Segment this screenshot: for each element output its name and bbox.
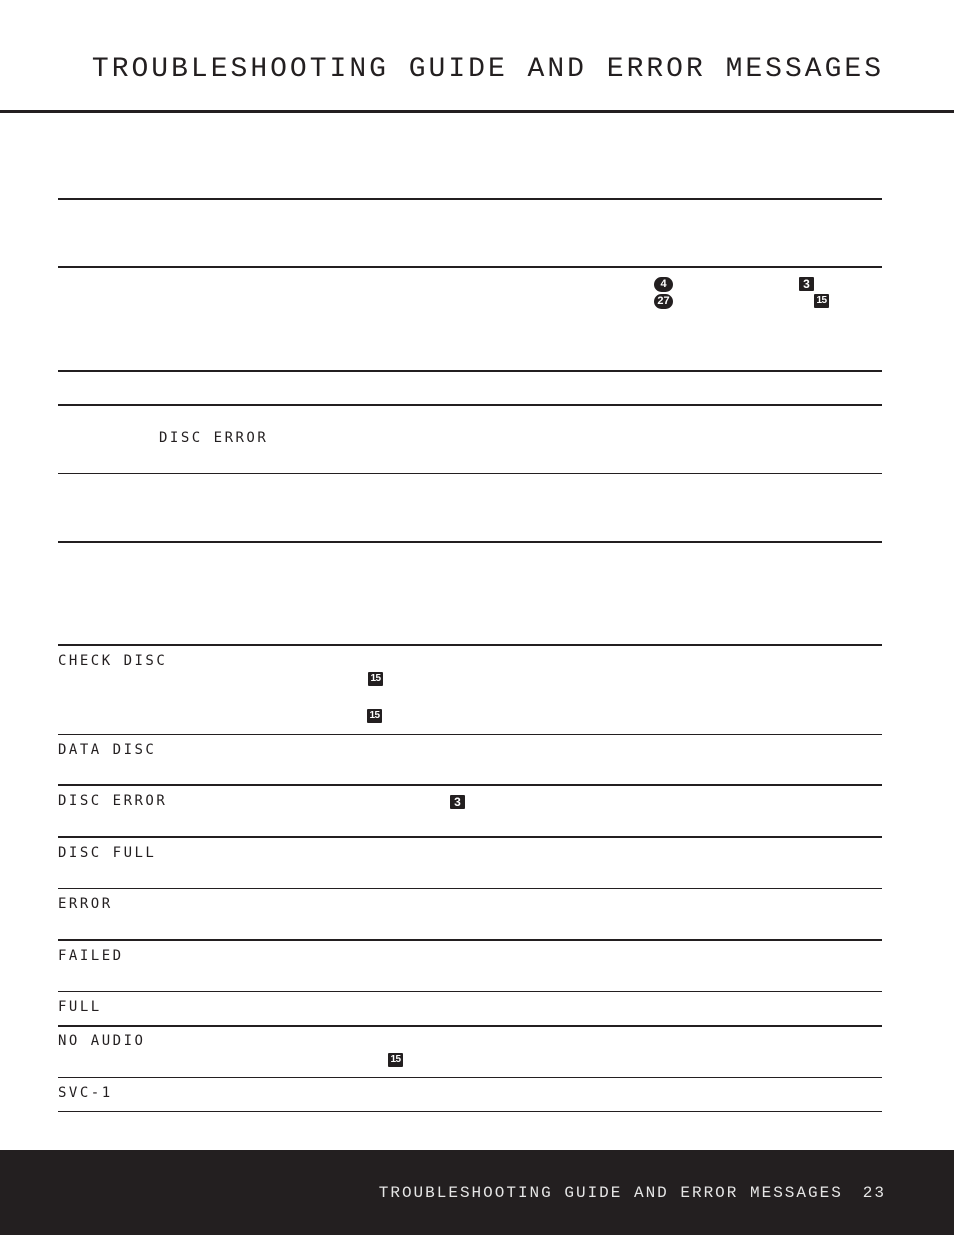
- table-rule: [58, 784, 882, 786]
- table-rule: [58, 1111, 882, 1112]
- remote-button-3-icon: 3: [450, 795, 465, 809]
- remote-button-15-icon: 15: [388, 1053, 403, 1067]
- table-rule: [58, 939, 882, 941]
- page-title: TROUBLESHOOTING GUIDE AND ERROR MESSAGES: [91, 54, 884, 85]
- footer-text: [379, 1184, 886, 1202]
- error-message-label: DATA DISC: [58, 742, 157, 758]
- error-message-label: NO AUDIO: [58, 1033, 146, 1049]
- table-rule: [58, 198, 882, 200]
- error-message-label: DISC ERROR: [58, 793, 168, 809]
- remote-button-15-icon: 15: [368, 672, 383, 686]
- error-message-label: CHECK DISC: [58, 653, 168, 669]
- control-number-4-icon: 4: [654, 277, 673, 292]
- table-rule: [58, 473, 882, 474]
- remote-button-15-icon: 15: [367, 709, 382, 723]
- table-rule: [58, 991, 882, 992]
- page-number: 23: [862, 1184, 886, 1202]
- control-number-27-icon: 27: [654, 294, 673, 309]
- table-rule: [58, 836, 882, 838]
- table-rule: [58, 644, 882, 646]
- page-footer: [0, 1150, 954, 1235]
- error-message-label: SVC-1: [58, 1085, 113, 1101]
- error-message-label: FULL: [58, 999, 102, 1015]
- table-rule: [58, 404, 882, 406]
- remote-button-3-icon: 3: [799, 277, 814, 291]
- header-divider: [0, 110, 954, 113]
- footer-title: TROUBLESHOOTING GUIDE AND ERROR MESSAGES: [378, 1184, 843, 1202]
- error-message-label: DISC FULL: [58, 845, 157, 861]
- table-rule: [58, 734, 882, 735]
- disc-error-inline-label: DISC ERROR: [159, 430, 269, 446]
- table-rule: [58, 370, 882, 372]
- remote-button-15-icon: 15: [814, 294, 829, 308]
- error-message-label: FAILED: [58, 948, 124, 964]
- table-rule: [58, 541, 882, 543]
- table-rule: [58, 266, 882, 268]
- table-rule: [58, 888, 882, 889]
- error-message-label: ERROR: [58, 896, 113, 912]
- table-rule: [58, 1025, 882, 1027]
- table-rule: [58, 1077, 882, 1078]
